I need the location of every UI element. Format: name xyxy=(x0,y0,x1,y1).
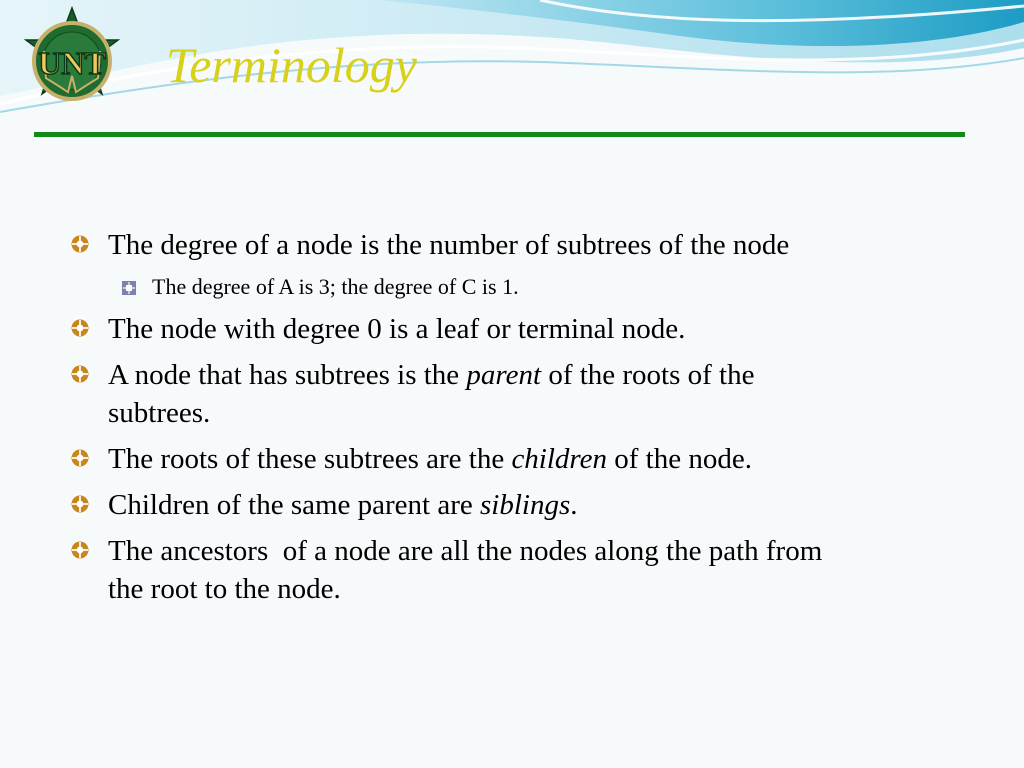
bullet-icon xyxy=(70,540,90,560)
sub-bullet-text: The degree of A is 3; the degree of C is 1. xyxy=(152,274,519,299)
bullet-item xyxy=(70,440,850,478)
bullet-icon xyxy=(70,364,90,384)
bullet-text: The degree of a node is the number of subtrees of the node xyxy=(108,229,790,261)
term-siblings: siblings xyxy=(480,489,571,521)
bullet-item xyxy=(70,356,850,432)
bullet-item xyxy=(70,226,850,264)
bullet-text-after: of the roots of the subtrees. xyxy=(108,359,755,429)
bullet-icon xyxy=(70,448,90,468)
slide-title: Terminology xyxy=(166,37,417,93)
bullet-icon xyxy=(70,234,90,254)
sub-bullet-item xyxy=(70,272,850,302)
header-wave-decoration xyxy=(0,0,1024,130)
bullet-text-after: of the node. xyxy=(607,443,752,475)
sub-bullet-icon xyxy=(122,281,136,295)
term-children: children xyxy=(511,443,608,475)
bullet-text-before: A node that has subtrees is the xyxy=(108,359,467,391)
unt-logo xyxy=(14,6,130,116)
bullet-text: The ancestors of a node are all the nodes along the path from the root to the node. xyxy=(108,535,830,605)
bullet-text-before: Children of the same parent are xyxy=(108,489,481,521)
bullet-text-before: The roots of these subtrees are the xyxy=(108,443,512,475)
bullet-text: The node with degree 0 is a leaf or terminal node. xyxy=(108,313,686,345)
bullet-text-after: . xyxy=(570,489,578,521)
logo-letters: UNT xyxy=(38,45,106,81)
bullet-icon xyxy=(70,318,90,338)
bullet-item xyxy=(70,532,850,608)
bullet-icon xyxy=(70,494,90,514)
bullet-list xyxy=(70,226,850,616)
title-underline xyxy=(34,132,965,137)
term-parent: parent xyxy=(466,359,542,391)
bullet-item xyxy=(70,486,850,524)
bullet-item xyxy=(70,310,850,348)
